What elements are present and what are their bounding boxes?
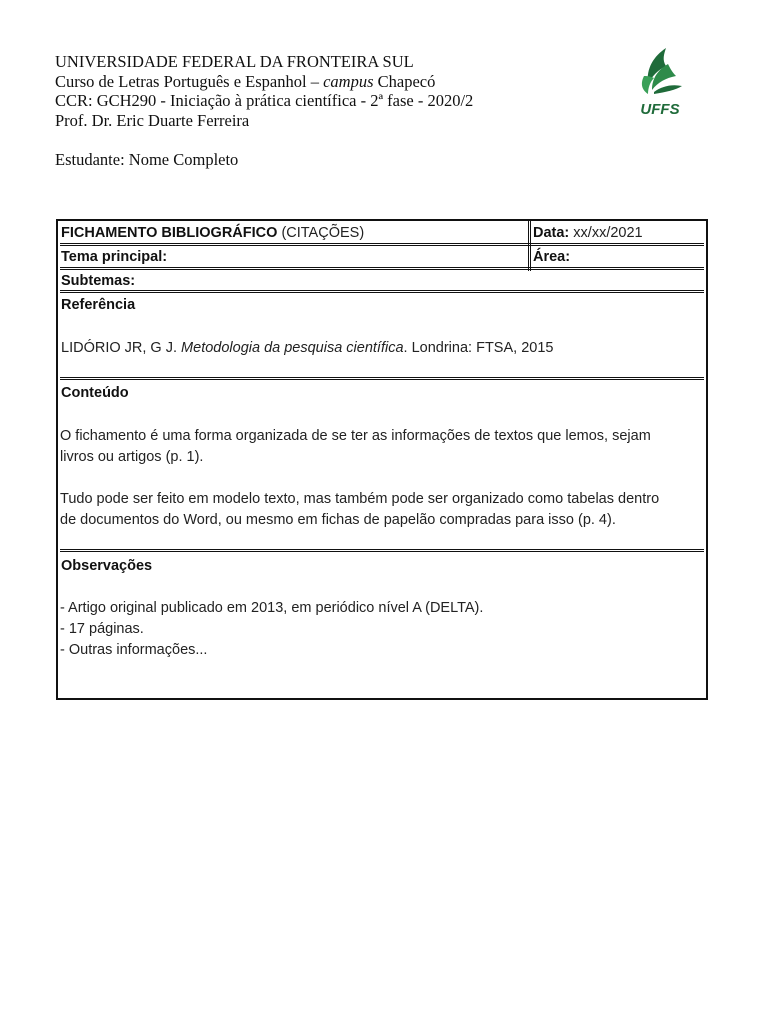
logo-text: UFFS	[640, 101, 680, 118]
tema-principal-label: Tema principal:	[61, 249, 168, 265]
university-name: UNIVERSIDADE FEDERAL DA FRONTEIRA SUL	[55, 52, 414, 71]
column-divider	[528, 221, 531, 271]
card-title: FICHAMENTO BIBLIOGRÁFICO (CITAÇÕES)	[61, 225, 365, 241]
student-line: Estudante: Nome Completo	[55, 150, 239, 169]
row-divider	[60, 267, 704, 270]
row-divider	[60, 549, 704, 552]
fichamento-card	[56, 219, 708, 700]
conteudo-paragraph-1: O fichamento é uma forma organizada de se ter as informações de textos que lemos, sejam livros ou artigos (p. 1).	[60, 428, 651, 465]
subtemas-label: Subtemas:	[61, 273, 136, 289]
uffs-logo-icon	[632, 46, 688, 120]
list-item: - Outras informações...	[60, 642, 208, 658]
conteudo-paragraph-2: Tudo pode ser feito em modelo texto, mas também pode ser organizado como tabelas dentro de documentos do Word, ou mesmo em fichas de papelão compradas para isso (p. 4).	[60, 491, 660, 528]
reference-text: LIDÓRIO JR, G J. Metodologia da pesquisa científica. Londrina: FTSA, 2015	[61, 340, 554, 356]
row-divider	[60, 290, 704, 293]
conteudo-label: Conteúdo	[61, 385, 129, 401]
date-field: Data: xx/xx/2021	[533, 225, 643, 241]
course-line: Curso de Letras Português e Espanhol – campus Chapecó	[55, 71, 436, 91]
row-divider	[60, 243, 704, 246]
row-divider	[60, 377, 704, 380]
professor-line: Prof. Dr. Eric Duarte Ferreira	[55, 110, 250, 130]
area-label: Área:	[533, 249, 571, 265]
observacoes-label: Observações	[61, 558, 153, 574]
observacoes-list	[60, 598, 700, 661]
list-item: - 17 páginas.	[60, 621, 144, 637]
ccr-line: CCR: GCH290 - Iniciação à prática científica - 2ª fase - 2020/2	[55, 91, 474, 110]
document-header	[55, 52, 473, 130]
referencia-label: Referência	[61, 297, 136, 313]
list-item: - Artigo original publicado em 2013, em periódico nível A (DELTA).	[60, 600, 484, 616]
